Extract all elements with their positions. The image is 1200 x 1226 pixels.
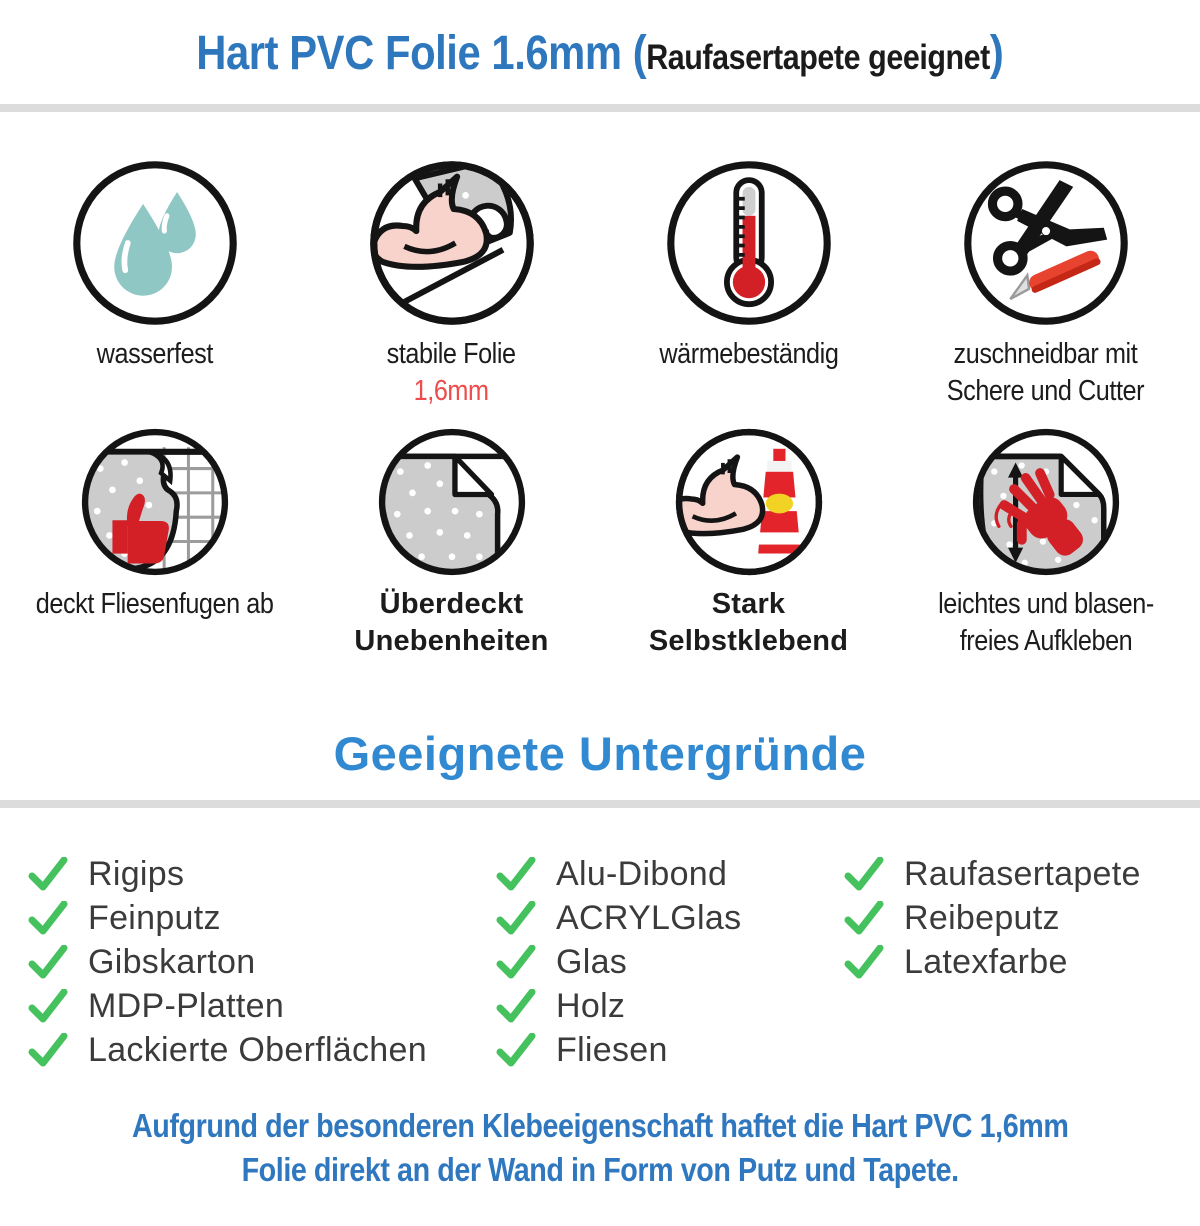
feature-waterproof [6, 158, 303, 410]
feature-grid [0, 158, 1200, 660]
muscle-foil-icon [367, 158, 537, 328]
feature-self-adhesive [600, 426, 897, 660]
list-item: Lackierte Oberflächen [28, 1028, 496, 1072]
feature-stable-foil [303, 158, 600, 410]
check-icon [28, 1033, 68, 1067]
substrates-checklist [0, 852, 1200, 1072]
checklist-column-1 [28, 852, 496, 1072]
checklist-column-3 [844, 852, 1200, 1072]
feature-bubble-free [897, 426, 1194, 660]
title-paren-close: ) [990, 27, 1004, 80]
title-sub: Raufasertapete geeignet [646, 38, 991, 77]
list-item: Holz [496, 984, 844, 1028]
check-icon [496, 945, 536, 979]
list-item: MDP-Platten [28, 984, 496, 1028]
check-icon [496, 989, 536, 1023]
check-icon [496, 1033, 536, 1067]
feature-cuttable [897, 158, 1194, 410]
list-item: Glas [496, 940, 844, 984]
scissors-cutter-icon [961, 158, 1131, 328]
list-item: Latexfarbe [844, 940, 1200, 984]
check-icon [844, 945, 884, 979]
footer-line-2: Folie direkt an der Wand in Form von Putz und Tapete. [241, 1151, 959, 1188]
water-drops-icon [70, 158, 240, 328]
check-icon [28, 989, 68, 1023]
feature-tile-joints [6, 426, 303, 660]
feature-label: wasserfest [96, 338, 213, 370]
feature-label: Stark Selbstklebend [648, 588, 849, 657]
check-icon [844, 901, 884, 935]
footer-line-1: Aufgrund der besonderen Klebeeigenschaft haftet die Hart PVC 1,6mm [131, 1107, 1069, 1144]
check-icon [496, 857, 536, 891]
feature-label: stabile Folie 1,6mm [377, 336, 525, 410]
dotted-foil-icon [376, 426, 528, 578]
list-item: ACRYLGlas [496, 896, 844, 940]
list-item: Feinputz [28, 896, 496, 940]
middle-divider [0, 800, 1200, 808]
feature-heat-resistant [600, 158, 897, 410]
check-icon [844, 857, 884, 891]
feature-label: Überdeckt Unebenheiten [354, 588, 549, 657]
feature-label: leichtes und blasen- freies Aufkleben [937, 588, 1154, 657]
muscle-glue-icon [673, 426, 825, 578]
thermometer-icon [664, 158, 834, 328]
top-divider [0, 104, 1200, 112]
feature-label: deckt Fliesenfugen ab [35, 588, 274, 620]
footer-note [0, 1104, 1200, 1192]
feature-label: wärmebeständig [658, 338, 839, 370]
list-item: Alu-Dibond [496, 852, 844, 896]
list-item: Gibskarton [28, 940, 496, 984]
list-item: Reibeputz [844, 896, 1200, 940]
title-main: Hart PVC Folie 1.6mm ( [196, 27, 647, 80]
list-item: Rigips [28, 852, 496, 896]
check-icon [496, 901, 536, 935]
page-title [0, 26, 1200, 86]
checklist-column-2 [496, 852, 844, 1072]
hand-smoothing-icon [970, 426, 1122, 578]
feature-covers-unevenness [303, 426, 600, 660]
list-item: Raufasertapete [844, 852, 1200, 896]
check-icon [28, 901, 68, 935]
check-icon [28, 857, 68, 891]
list-item: Fliesen [496, 1028, 844, 1072]
tiles-thumb-icon [79, 426, 231, 578]
feature-label: zuschneidbar mit Schere und Cutter [946, 338, 1145, 407]
substrates-heading: Geeignete Untergründe [333, 727, 867, 780]
thickness-value: 1,6mm [414, 375, 489, 407]
check-icon [28, 945, 68, 979]
